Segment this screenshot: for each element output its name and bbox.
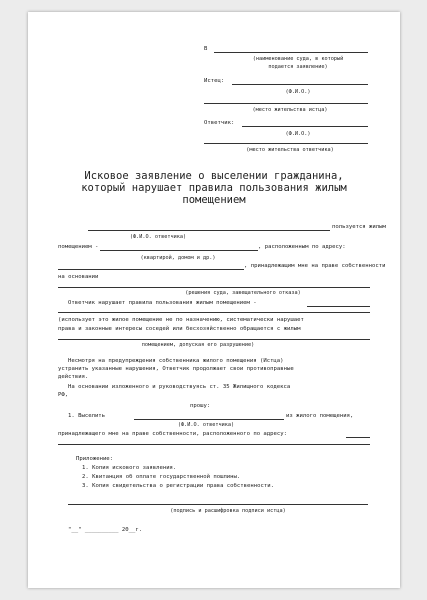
item1-address-text: принадлежащего мне на праве собственности, расположенного по адресу: xyxy=(58,431,288,437)
title-line-1: Исковое заявление о выселении гражданина, xyxy=(84,170,344,182)
signature-date: "__" __________ 20__г. xyxy=(68,527,143,533)
defendant-fio-hint: (Ф.И.О.) xyxy=(285,131,311,137)
violation-text: Ответчик нарушает правила пользования жилым помещением - xyxy=(68,300,257,306)
para2-line2: РФ, xyxy=(58,392,69,398)
violation-line-c xyxy=(58,339,370,340)
signature-hint: (подпись и расшифровка подписи истца) xyxy=(170,508,286,514)
para1-line3: действия. xyxy=(58,374,89,380)
violation-line-b xyxy=(58,312,370,313)
premises-label: помещением - xyxy=(58,244,99,250)
defendant-name-line xyxy=(88,230,330,231)
item1-end: из жилого помещения, xyxy=(286,413,354,419)
premises-type-hint: (квартирой, домом и др.) xyxy=(140,255,216,261)
violation-hint-3: помещением, допуская его разрушение) xyxy=(141,342,255,348)
appendix-title: Приложение: xyxy=(76,456,114,462)
item1-address-line-a xyxy=(346,437,370,438)
title-line-2: который нарушает правила пользования жилым xyxy=(81,182,347,194)
address-label: , расположенным по адресу: xyxy=(258,244,346,250)
defendant-label: Ответчик: xyxy=(204,120,235,126)
court-line xyxy=(214,52,368,53)
defendant-residence-hint: (место жительства ответчика) xyxy=(246,147,334,153)
court-hint-1: (наименование суда, в который xyxy=(252,56,344,62)
para2-line1: На основании изложенного и руководствуясь ст. 35 Жилищного кодекса xyxy=(68,384,291,390)
item1-address-line-b xyxy=(58,444,370,445)
basis-label: на основании xyxy=(58,274,99,280)
basis-line xyxy=(58,287,370,288)
plaintiff-label: Истец: xyxy=(204,78,225,84)
para1-line2: устранить указанные нарушения, Ответчик продолжает свои противоправные xyxy=(58,366,294,372)
signature-line xyxy=(68,504,368,505)
court-hint-2: подается заявление) xyxy=(268,64,328,70)
to-label: В xyxy=(204,46,208,52)
request-word: прошу: xyxy=(190,403,211,409)
basis-hint: (решения суда, завещательного отказа) xyxy=(185,290,301,296)
plaintiff-address-line xyxy=(204,103,368,104)
item1-label: 1. Выселить xyxy=(68,413,106,419)
address-line xyxy=(58,269,244,270)
para1-line1: Несмотря на предупреждения собственника жилого помещения (Истца) xyxy=(68,358,284,364)
uses-housing-text: пользуется жилым xyxy=(332,224,386,230)
plaintiff-fio-hint: (Ф.И.О.) xyxy=(285,89,311,95)
item1-hint: (Ф.И.О. ответчика) xyxy=(177,422,235,428)
plaintiff-line xyxy=(232,84,368,85)
plaintiff-residence-hint: (место жительства истца) xyxy=(252,107,328,113)
violation-hint-1: (использует это жилое помещение не по назначению, систематически нарушает xyxy=(58,317,304,323)
appendix-item-1: 1. Копия искового заявления. xyxy=(82,465,177,471)
defendant-address-line xyxy=(204,143,368,144)
violation-line-a xyxy=(307,306,370,307)
appendix-item-2: 2. Квитанция об оплате государственной пошлины. xyxy=(82,474,241,480)
ownership-text: , принадлежащим мне на праве собственности xyxy=(244,263,386,269)
item1-name-line xyxy=(134,419,284,420)
premises-type-line xyxy=(100,250,258,251)
defendant-line xyxy=(242,126,368,127)
document-page xyxy=(28,12,400,588)
appendix-item-3: 3. Копия свидетельства о регистрации права собственности. xyxy=(82,483,274,489)
title-line-3: помещением xyxy=(182,194,246,206)
violation-hint-2: права и законные интересы соседей или бесхозяйственно обращается с жилым xyxy=(58,326,301,332)
defendant-name-hint: (Ф.И.О. ответчика) xyxy=(129,234,187,240)
